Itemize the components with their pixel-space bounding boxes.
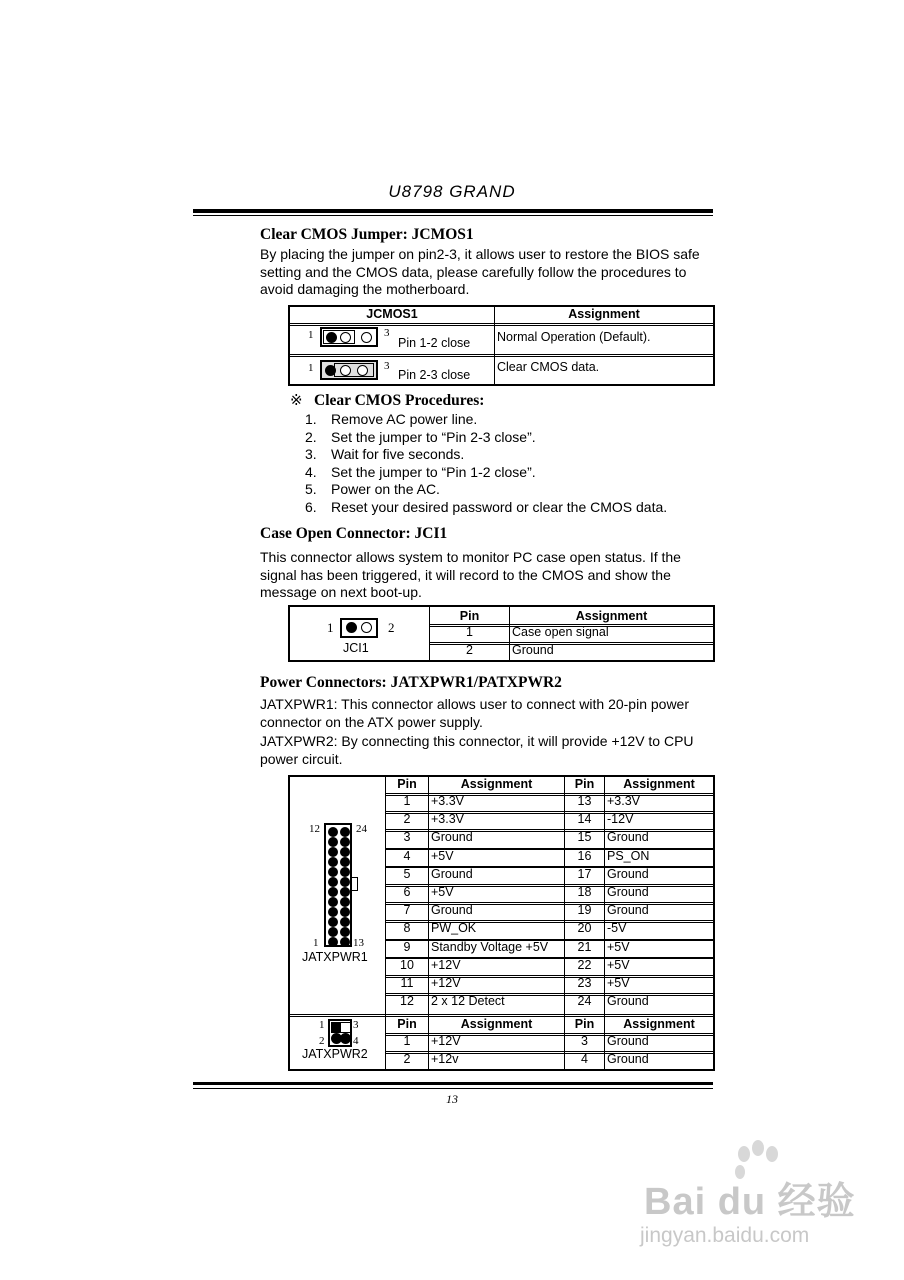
pwr2-assign-a: +12v [431,1052,459,1067]
connector-pin [340,877,350,887]
pwr1-assign-a: Ground [431,830,473,845]
connector-pin [328,937,338,947]
pwr2-col-pin-a: Pin [397,1017,417,1031]
pwr1-pin-b: 19 [577,903,592,918]
baidu-watermark [640,1140,860,1260]
conn1-label-24: 24 [356,823,367,835]
pwr1-pin-a: 4 [403,848,411,863]
header-rule-thin [193,215,713,216]
pwr2-pin-b: 3 [581,1034,588,1048]
pwr1-assign-a: Ground [431,903,473,918]
connector-pin [340,917,350,927]
pwr1-assign-a: 2 x 12 Detect [431,994,505,1009]
pwr1-assign-b: +5V [607,939,630,954]
pwr2-assign-b: Ground [607,1034,649,1048]
pwr2-assign-a: +12V [431,1034,461,1048]
jci-pin-left: 1 [327,620,334,635]
pwr2-pin-a: 1 [403,1034,411,1048]
jci-connector-label: JCI1 [343,641,369,655]
jcmos-row2-pin-left: 1 [308,362,314,374]
jcmos-row1-label: Pin 1-2 close [398,336,471,350]
jcmos-heading: Clear CMOS Jumper: JCMOS1 [260,226,474,243]
conn1-name: JATXPWR1 [302,950,368,964]
pwr1-col-assign-b: Assignment [623,777,695,791]
connector-pin [328,827,338,837]
connector-pin [340,897,350,907]
jcmos-row1-assign: Normal Operation (Default). [497,330,651,344]
connector-pin [328,887,338,897]
pwr1-pin-a: 1 [403,794,411,808]
pwr2-pin-b: 4 [581,1052,588,1067]
connector-pin [340,907,350,917]
pwr1-pin-b: 24 [577,994,592,1009]
pwr1-pin-b: 14 [577,812,592,827]
pwr1-assign-a: +3.3V [431,794,465,808]
jcmos-table [288,305,715,386]
list-item: 6. Reset your desired password or clear the CMOS data. [305,498,668,515]
pwr1-pin-b: 21 [577,939,592,954]
page-header-title: U8798 GRAND [388,182,516,201]
pwr1-assign-b: Ground [607,994,649,1009]
jci-col1-header: Pin [459,609,480,623]
conn2-label-1: 1 [319,1019,325,1031]
procedures-heading: Clear CMOS Procedures: [314,392,485,409]
pwr1-assign-b: PS_ON [607,848,650,863]
power-paragraph-2: JATXPWR2: By connecting this connector, it will provide +12V to CPU power circuit. [260,733,694,767]
jci-row2-assign: Ground [512,643,554,657]
connector-pin [340,887,350,897]
pwr1-assign-b: Ground [607,903,649,918]
connector-pin [328,847,338,857]
watermark-url: jingyan.baidu.com [640,1224,810,1247]
procedures-list [305,411,667,517]
pwr1-assign-b: Ground [607,885,649,899]
atx-24pin-connector-icon [324,823,352,947]
jci-col2-header: Assignment [575,609,648,623]
footer-rule [193,1082,713,1085]
footer-rule-thin [193,1088,713,1089]
pwr2-assign-b: Ground [607,1052,649,1067]
header-rule [193,209,713,213]
list-item: 5. Power on the AC. [305,481,440,498]
pwr1-assign-b: Ground [607,830,649,845]
connector-pin [328,867,338,877]
jci-row1-pin: 1 [466,625,473,639]
pwr1-pin-a: 12 [400,994,414,1009]
page-number: 13 [446,1092,458,1106]
jcmos-paragraph: By placing the jumper on pin2-3, it allows user to restore the BIOS safe setting and the CMOS data, please carefully follow the procedures to avoid damaging the motherboard. [260,246,700,297]
jci-row2-pin: 2 [466,643,473,657]
pwr1-assign-a: +12V [431,976,461,990]
pwr1-assign-b: Ground [607,866,649,881]
conn1-label-1: 1 [313,937,319,949]
pwr1-assign-b: +5V [607,957,630,972]
pwr1-pin-a: 5 [403,866,411,881]
connector-pin [328,877,338,887]
pwr2-pin-a: 2 [403,1052,411,1067]
pwr1-assign-a: +5V [431,885,454,899]
pwr1-pin-a: 6 [403,885,411,899]
pwr1-pin-a: 10 [400,957,414,972]
list-item: 4. Set the jumper to “Pin 1-2 close”. [305,463,536,480]
connector-pin [328,897,338,907]
conn1-label-13: 13 [353,937,364,949]
conn1-label-12: 12 [309,823,320,835]
pwr1-assign-b: +3.3V [607,794,641,808]
pwr1-assign-b: +5V [607,976,630,990]
connector-pin [340,927,350,937]
power-table [288,775,715,1071]
pwr1-pin-b: 18 [577,885,592,899]
jci-row1-assign: Case open signal [512,625,609,639]
pwr1-assign-a: +3.3V [431,812,465,827]
pwr1-assign-b: -5V [607,921,627,936]
pwr1-col-pin-a: Pin [397,777,417,791]
pwr1-pin-b: 15 [577,830,592,845]
power-heading: Power Connectors: JATXPWR1/PATXPWR2 [260,674,562,691]
pwr1-col-pin-b: Pin [574,777,595,791]
jci-heading: Case Open Connector: JCI1 [260,525,448,542]
pwr2-col-assign-a: Assignment [460,1017,533,1031]
watermark-logo: Bai du 经验 [644,1181,856,1223]
connector-pin [328,917,338,927]
connector-pin [328,907,338,917]
pwr2-col-assign-b: Assignment [623,1017,695,1031]
jcmos-row1-pin-left: 1 [308,329,314,341]
pwr1-pin-b: 23 [577,976,592,990]
connector-pin [328,857,338,867]
pwr1-pin-b: 13 [577,794,592,808]
pwr1-assign-b: -12V [607,812,634,827]
connector-pin [328,927,338,937]
connector-pin [340,847,350,857]
list-item: 2. Set the jumper to “Pin 2-3 close”. [305,428,536,445]
pwr1-assign-a: +12V [431,957,461,972]
conn2-label-2: 2 [319,1035,325,1047]
jcmos-row2-pin-right: 3 [384,360,390,372]
jcmos-col2-header: Assignment [568,307,640,321]
pwr1-pin-a: 3 [403,830,411,845]
pwr1-assign-a: Standby Voltage +5V [431,939,549,954]
pwr1-pin-b: 16 [577,848,592,863]
pwr1-pin-b: 20 [577,921,592,936]
pwr1-pin-a: 11 [400,976,414,990]
jci-table [288,605,715,662]
jci-paragraph: This connector allows system to monitor PC case open status. If the signal has been triggered, it will record to the CMOS and show the message on next boot-up. [260,549,681,600]
connector-latch-icon [351,877,358,891]
pwr1-assign-a: Ground [431,866,473,881]
reference-mark-icon: ※ [290,392,303,409]
pwr1-assign-a: PW_OK [431,921,477,936]
jcmos-row2-assign: Clear CMOS data. [497,360,600,374]
pwr1-pin-a: 7 [403,903,411,918]
connector-pin [340,857,350,867]
pwr1-pin-b: 22 [577,957,592,972]
pwr1-pin-b: 17 [577,866,592,881]
pwr1-pin-a: 8 [403,921,411,936]
connector-pin [340,867,350,877]
connector-pin [340,837,350,847]
pwr2-col-pin-b: Pin [574,1017,595,1031]
conn2-name: JATXPWR2 [302,1047,368,1061]
pwr1-assign-a: +5V [431,848,454,863]
jci-pin-right: 2 [388,620,395,635]
connector-pin [340,827,350,837]
connector-pin [340,937,350,947]
jcmos-row1-pin-right: 3 [384,327,390,339]
conn2-label-4: 4 [353,1035,359,1047]
pwr1-pin-a: 2 [403,812,411,827]
connector-pin [328,837,338,847]
conn2-label-3: 3 [353,1019,359,1031]
jcmos-col1-header: JCMOS1 [366,307,418,321]
jcmos-row2-label: Pin 2-3 close [398,368,471,382]
list-item: 1. Remove AC power line. [305,411,478,427]
pwr1-col-assign-a: Assignment [460,777,533,791]
power-paragraph-1: JATXPWR1: This connector allows user to connect with 20-pin power connector on the ATX power supply. [260,696,690,730]
list-item: 3. Wait for five seconds. [305,446,465,463]
pwr1-pin-a: 9 [403,939,411,954]
